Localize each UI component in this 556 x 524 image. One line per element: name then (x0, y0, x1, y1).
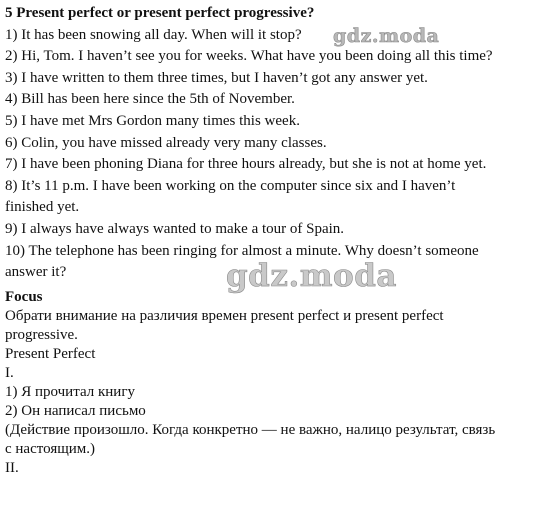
exercise-line-5: 5) I have met Mrs Gordon many times this week. (5, 112, 300, 129)
exercise-line-9: 9) I always have always wanted to make a tour of Spain. (5, 220, 345, 237)
exercise-line-6: 6) Colin, you have missed already very many classes. (5, 134, 327, 151)
exercise-line-8: 8) It’s 11 p.m. I have been working on the computer since six and I haven’t (5, 177, 456, 194)
focus-line-9: II. (5, 459, 19, 476)
exercise-line-1: 1) It has been snowing all day. When will it stop? (5, 26, 302, 43)
focus-line-1: Обрати внимание на различия времен present perfect и present perfect (5, 307, 444, 324)
exercise-line-10-cont: answer it? (5, 264, 67, 281)
document-page (5, 3, 553, 478)
focus-line-6: 2) Он написал письмо (5, 402, 146, 419)
exercise-title: 5 Present perfect or present perfect progressive? (5, 5, 315, 21)
exercise-line-7: 7) I have been phoning Diana for three hours already, but she is not at home yet. (5, 156, 487, 173)
focus-line-4: I. (5, 364, 14, 381)
focus-line-5: 1) Я прочитал книгу (5, 383, 135, 400)
watermark-small: gdz.moda (333, 25, 440, 47)
focus-line-3: Present Perfect (5, 345, 96, 362)
focus-line-8: с настоящим.) (5, 440, 96, 457)
focus-line-7: (Действие произошло. Когда конкретно — не важно, налицо результат, связь (5, 421, 496, 438)
exercise-line-3: 3) I have written to them three times, but I haven’t got any answer yet. (5, 69, 428, 86)
watermark-large: gdz.moda (226, 258, 397, 294)
exercise-line-2: 2) Hi, Tom. I haven’t see you for weeks. What have you been doing all this time? (5, 48, 493, 65)
exercise-line-10: 10) The telephone has been ringing for almost a minute. Why doesn’t someone (5, 242, 479, 259)
exercise-line-4: 4) Bill has been here since the 5th of November. (5, 91, 295, 108)
exercise-line-8-cont: finished yet. (5, 199, 80, 216)
focus-line-2: progressive. (5, 326, 78, 343)
focus-heading: Focus (5, 288, 43, 305)
